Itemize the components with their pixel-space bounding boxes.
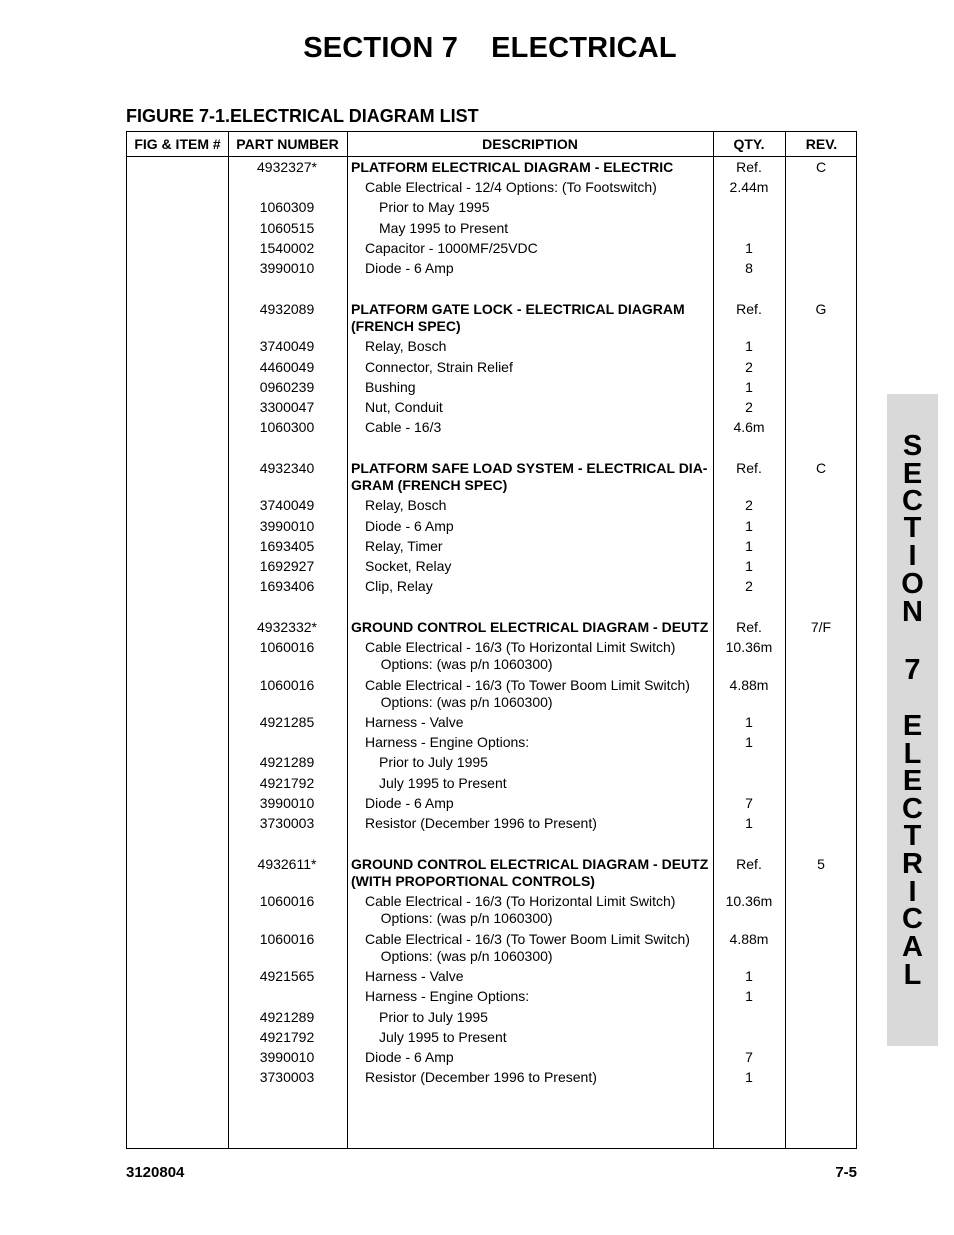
part-number-cell: 3990010 <box>259 518 315 534</box>
qty-cell: 1 <box>745 714 753 730</box>
side-tab-letter: S <box>902 430 923 462</box>
description-cell: GROUND CONTROL ELECTRICAL DIAGRAM - DEUTZ <box>351 619 709 635</box>
rev-cell: 5 <box>817 856 825 872</box>
part-number-cell: 3990010 <box>259 1049 315 1065</box>
qty-cell: 8 <box>745 260 753 276</box>
qty-cell: 2 <box>745 399 753 415</box>
side-tab-letter: E <box>902 710 923 742</box>
side-tab-letter: I <box>908 876 917 908</box>
qty-cell: 2.44m <box>729 179 769 195</box>
page-number: 7-5 <box>835 1164 857 1181</box>
description-cell: Clip, Relay <box>365 578 433 594</box>
description-cell: Harness - Valve <box>365 714 464 730</box>
description-cell: PLATFORM GATE LOCK - ELECTRICAL DIAGRAM (FRENCH SPEC) <box>351 301 685 334</box>
qty-cell: 10.36m <box>725 639 773 655</box>
section-title: SECTION 7 ELECTRICAL <box>303 32 677 64</box>
side-tab-letter: E <box>902 765 923 797</box>
part-number-cell: 1540002 <box>259 240 315 256</box>
description-cell: PLATFORM SAFE LOAD SYSTEM - ELECTRICAL DIA- GRAM (FRENCH SPEC) <box>351 460 708 493</box>
part-number-cell: 1060016 <box>259 931 315 947</box>
qty-cell: 1 <box>745 558 753 574</box>
part-number-cell: 4932340 <box>259 460 315 476</box>
description-cell: Diode - 6 Amp <box>365 518 454 534</box>
qty-cell: 1 <box>745 240 753 256</box>
part-number-cell: 4921792 <box>259 775 315 791</box>
part-number-cell: 4932611* <box>257 856 317 872</box>
side-tab-letter: T <box>903 820 922 852</box>
part-number-cell: 4932089 <box>259 301 315 317</box>
side-tab-letter: C <box>902 793 923 825</box>
header-qty: QTY. <box>733 136 765 152</box>
description-cell: Prior to July 1995 <box>379 1009 488 1025</box>
qty-cell: 7 <box>745 1049 753 1065</box>
part-number-cell: 4921565 <box>259 968 315 984</box>
part-number-cell: 3990010 <box>259 260 315 276</box>
description-cell: Prior to July 1995 <box>379 754 488 770</box>
side-tab-letter: A <box>902 931 923 963</box>
header-fig-item: FIG & ITEM # <box>134 136 221 152</box>
description-cell: Harness - Engine Options: <box>365 734 530 750</box>
description-cell: Nut, Conduit <box>365 399 443 415</box>
description-cell: Diode - 6 Amp <box>365 260 454 276</box>
description-cell: Relay, Timer <box>365 538 443 554</box>
side-tab-letter: E <box>902 458 923 490</box>
description-cell: July 1995 to Present <box>379 775 507 791</box>
qty-cell: 4.6m <box>733 419 765 435</box>
part-number-cell: 3730003 <box>259 815 315 831</box>
description-cell: GROUND CONTROL ELECTRICAL DIAGRAM - DEUTZ (WITH PROPORTIONAL CONTROLS) <box>351 856 709 889</box>
description-cell: May 1995 to Present <box>379 220 509 236</box>
qty-cell: Ref. <box>736 619 762 635</box>
part-number-cell: 4921289 <box>259 1009 315 1025</box>
rev-cell: C <box>815 159 827 175</box>
qty-cell: 1 <box>745 379 753 395</box>
qty-cell: 1 <box>745 734 753 750</box>
side-tab-letter: T <box>903 512 922 544</box>
qty-cell: Ref. <box>736 856 762 872</box>
part-number-cell: 4921285 <box>259 714 315 730</box>
qty-cell: 4.88m <box>729 677 769 693</box>
rev-cell: G <box>815 301 827 317</box>
qty-cell: Ref. <box>736 301 762 317</box>
header-rev: REV. <box>805 136 838 152</box>
part-number-cell: 4921792 <box>259 1029 315 1045</box>
part-number-cell: 4932327* <box>257 159 317 175</box>
part-number-cell: 3990010 <box>259 795 315 811</box>
description-cell: Relay, Bosch <box>365 497 447 513</box>
description-cell: Cable - 16/3 <box>365 419 442 435</box>
description-cell: Harness - Engine Options: <box>365 988 530 1004</box>
header-part-number: PART NUMBER <box>236 136 339 152</box>
parts-table <box>126 131 857 1149</box>
side-tab-letter: C <box>902 903 923 935</box>
part-number-cell: 1060016 <box>259 639 315 655</box>
part-number-cell: 1692927 <box>259 558 315 574</box>
side-tab-letter: L <box>903 738 922 770</box>
qty-cell: Ref. <box>736 460 762 476</box>
rev-cell: C <box>815 460 827 476</box>
description-cell: PLATFORM ELECTRICAL DIAGRAM - ELECTRIC <box>351 159 674 175</box>
description-cell: Resistor (December 1996 to Present) <box>365 1069 597 1085</box>
qty-cell: 1 <box>745 968 753 984</box>
description-cell: Diode - 6 Amp <box>365 1049 454 1065</box>
document-number: 3120804 <box>126 1164 185 1181</box>
qty-cell: 1 <box>745 815 753 831</box>
description-cell: Cable Electrical - 16/3 (To Tower Boom Limit Switch) Options: (was p/n 1060300) <box>365 931 690 964</box>
part-number-cell: 3740049 <box>259 338 315 354</box>
qty-cell: 2 <box>745 497 753 513</box>
qty-cell: 4.88m <box>729 931 769 947</box>
qty-cell: 2 <box>745 578 753 594</box>
part-number-cell: 1060016 <box>259 677 315 693</box>
section-side-tab <box>887 394 938 1046</box>
description-cell: Connector, Strain Relief <box>365 359 513 375</box>
qty-cell: 1 <box>745 988 753 1004</box>
part-number-cell: 1060515 <box>259 220 315 236</box>
part-number-cell: 0960239 <box>259 379 315 395</box>
description-cell: Bushing <box>365 379 416 395</box>
column-divider <box>785 132 786 1148</box>
part-number-cell: 3730003 <box>259 1069 315 1085</box>
qty-cell: 1 <box>745 518 753 534</box>
header-divider <box>127 156 856 157</box>
side-tab-letter: O <box>901 568 924 600</box>
side-tab-letter: L <box>903 959 922 991</box>
description-cell: Resistor (December 1996 to Present) <box>365 815 597 831</box>
description-cell: Capacitor - 1000MF/25VDC <box>365 240 538 256</box>
qty-cell: 1 <box>745 538 753 554</box>
description-cell: Cable Electrical - 16/3 (To Tower Boom Limit Switch) Options: (was p/n 1060300) <box>365 677 690 710</box>
part-number-cell: 4932332* <box>257 619 317 635</box>
qty-cell: 2 <box>745 359 753 375</box>
part-number-cell: 4460049 <box>259 359 315 375</box>
description-cell: Harness - Valve <box>365 968 464 984</box>
part-number-cell: 1060300 <box>259 419 315 435</box>
part-number-cell: 1693406 <box>259 578 315 594</box>
part-number-cell: 3300047 <box>259 399 315 415</box>
part-number-cell: 1060016 <box>259 893 315 909</box>
qty-cell: 7 <box>745 795 753 811</box>
description-cell: Diode - 6 Amp <box>365 795 454 811</box>
description-cell: Cable Electrical - 16/3 (To Horizontal Limit Switch) Options: (was p/n 1060300) <box>365 639 676 672</box>
description-cell: July 1995 to Present <box>379 1029 507 1045</box>
side-tab-letter: 7 <box>904 654 921 686</box>
part-number-cell: 1693405 <box>259 538 315 554</box>
description-cell: Cable Electrical - 12/4 Options: (To Footswitch) <box>365 179 657 195</box>
qty-cell: 1 <box>745 1069 753 1085</box>
rev-cell: 7/F <box>810 619 832 635</box>
description-cell: Relay, Bosch <box>365 338 447 354</box>
figure-title: FIGURE 7-1.ELECTRICAL DIAGRAM LIST <box>126 106 479 126</box>
side-tab-letter: I <box>908 540 917 572</box>
part-number-cell: 3740049 <box>259 497 315 513</box>
part-number-cell: 4921289 <box>259 754 315 770</box>
column-divider <box>347 132 348 1148</box>
description-cell: Socket, Relay <box>365 558 452 574</box>
qty-cell: Ref. <box>736 159 762 175</box>
part-number-cell: 1060309 <box>259 199 315 215</box>
description-cell: Cable Electrical - 16/3 (To Horizontal Limit Switch) Options: (was p/n 1060300) <box>365 893 676 926</box>
description-cell: Prior to May 1995 <box>379 199 490 215</box>
qty-cell: 10.36m <box>725 893 773 909</box>
qty-cell: 1 <box>745 338 753 354</box>
side-tab-letter: C <box>902 485 923 517</box>
header-description: DESCRIPTION <box>482 136 578 152</box>
side-tab-letter: N <box>902 596 923 628</box>
side-tab-letter: R <box>902 848 923 880</box>
